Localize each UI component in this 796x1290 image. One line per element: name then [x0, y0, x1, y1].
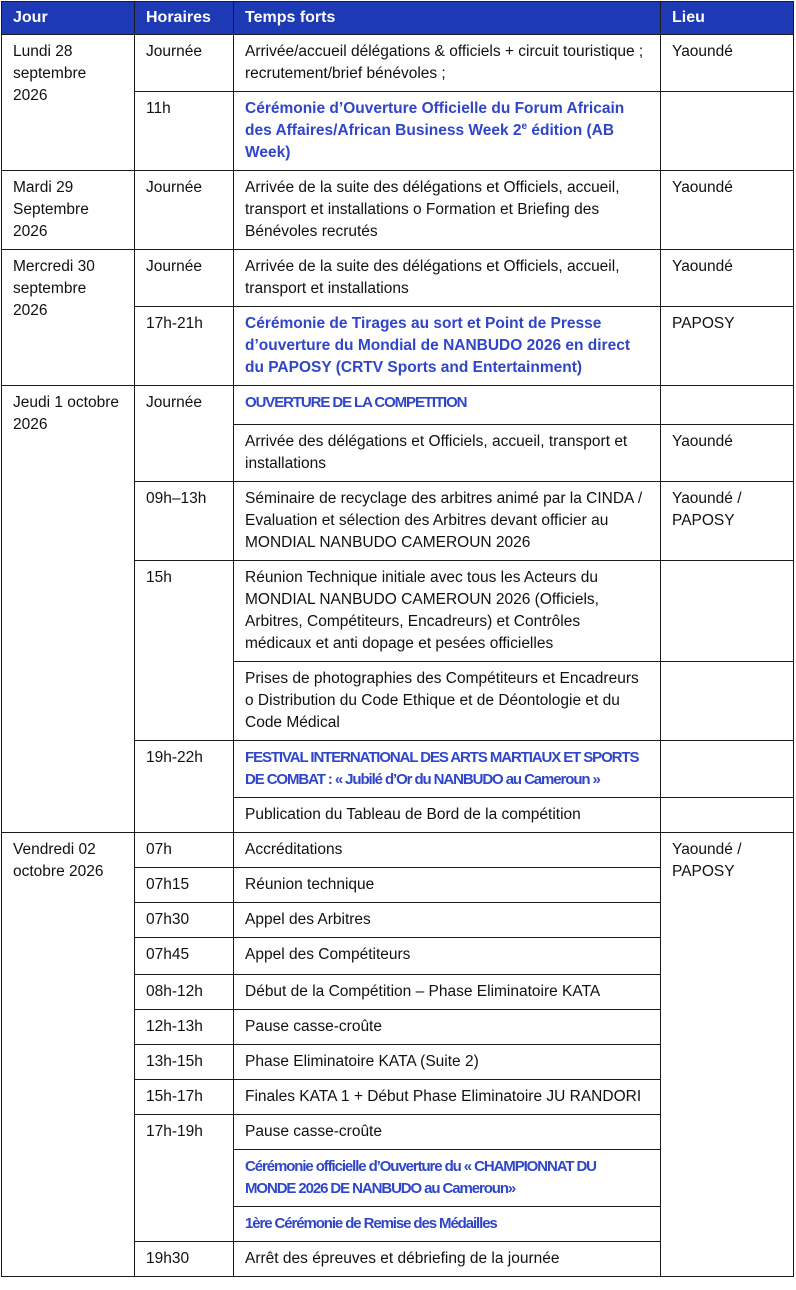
time-cell: 17h-21h [135, 307, 234, 386]
lieu-cell: Yaoundé [661, 35, 794, 92]
event-cell: Phase Eliminatoire KATA (Suite 2) [234, 1045, 661, 1080]
header-row [2, 2, 794, 35]
day-cell: Mercredi 30 septembre 2026 [2, 250, 135, 386]
table-row [2, 833, 794, 868]
event-cell: Pause casse-croûte [234, 1115, 661, 1150]
event-cell-highlight [234, 92, 661, 171]
table-row [2, 250, 794, 307]
event-cell: Finales KATA 1 + Début Phase Eliminatoire JU RANDORI [234, 1080, 661, 1115]
lieu-cell [661, 741, 794, 798]
time-cell: Journée [135, 171, 234, 250]
event-cell: Séminaire de recyclage des arbitres animé par la CINDA / Evaluation et sélection des Arbitres devant officier au MONDIAL NANBUDO CAMEROUN 2026 [234, 482, 661, 561]
event-cell: Arrivée des délégations et Officiels, accueil, transport et installations [234, 425, 661, 482]
time-cell: 12h-13h [135, 1010, 234, 1045]
event-cell: Appel des Compétiteurs [234, 938, 661, 975]
event-cell: Arrivée de la suite des délégations et Officiels, accueil, transport et installations o Formation et Briefing des Bénévoles recrutés [234, 171, 661, 250]
day-cell: Vendredi 02 octobre 2026 [2, 833, 135, 1277]
time-cell: 07h30 [135, 903, 234, 938]
header-horaires: Horaires [135, 2, 234, 35]
event-text: édition (AB Week) [245, 122, 615, 161]
time-cell: 17h-19h [135, 1115, 234, 1242]
lieu-cell [661, 561, 794, 662]
time-cell: Journée [135, 386, 234, 482]
time-cell: 08h-12h [135, 975, 234, 1010]
event-cell: Appel des Arbitres [234, 903, 661, 938]
event-cell: Arrivée/accueil délégations & officiels + circuit touristique ; recrutement/brief bénévoles ; [234, 35, 661, 92]
event-cell-highlight: OUVERTURE DE LA COMPETITION [234, 386, 661, 425]
time-cell: 15h-17h [135, 1080, 234, 1115]
day-cell: Lundi 28 septembre 2026 [2, 35, 135, 171]
day-cell: Mardi 29 Septembre 2026 [2, 171, 135, 250]
ordinal-superscript: e [521, 120, 528, 132]
event-cell: Publication du Tableau de Bord de la compétition [234, 798, 661, 833]
event-text: Cérémonie d’Ouverture Officielle du Forum Africain des Affaires/African Business Week 2 [245, 100, 625, 139]
schedule-table [1, 1, 794, 1277]
lieu-cell [661, 386, 794, 425]
time-cell: 07h15 [135, 868, 234, 903]
event-cell: Réunion technique [234, 868, 661, 903]
header-jour: Jour [2, 2, 135, 35]
lieu-cell: Yaoundé [661, 425, 794, 482]
table-row [2, 171, 794, 250]
time-cell: Journée [135, 250, 234, 307]
event-cell-highlight: Cérémonie de Tirages au sort et Point de Presse d’ouverture du Mondial de NANBUDO 2026 en direct du PAPOSY (CRTV Sports and Entertainment) [234, 307, 661, 386]
event-cell-highlight: 1ère Cérémonie de Remise des Médailles [234, 1207, 661, 1242]
event-cell-highlight: FESTIVAL INTERNATIONAL DES ARTS MARTIAUX ET SPORTS DE COMBAT : « Jubilé d’Or du NANBUDO au Cameroun » [234, 741, 661, 798]
time-cell: 19h30 [135, 1242, 234, 1277]
time-cell: 19h-22h [135, 741, 234, 833]
lieu-cell: Yaoundé / PAPOSY [661, 833, 794, 1277]
lieu-cell: Yaoundé / PAPOSY [661, 482, 794, 561]
table-row [2, 35, 794, 92]
lieu-cell [661, 92, 794, 171]
time-cell: 13h-15h [135, 1045, 234, 1080]
time-cell: 09h–13h [135, 482, 234, 561]
lieu-cell: PAPOSY [661, 307, 794, 386]
table-row [2, 386, 794, 425]
time-cell: 07h45 [135, 938, 234, 975]
lieu-cell: Yaoundé [661, 171, 794, 250]
event-cell: Arrêt des épreuves et débriefing de la journée [234, 1242, 661, 1277]
event-cell: Pause casse-croûte [234, 1010, 661, 1045]
time-cell: 07h [135, 833, 234, 868]
day-cell: Jeudi 1 octobre 2026 [2, 386, 135, 833]
time-cell: Journée [135, 35, 234, 92]
lieu-cell [661, 662, 794, 741]
header-lieu: Lieu [661, 2, 794, 35]
event-cell: Prises de photographies des Compétiteurs et Encadreurs o Distribution du Code Ethique et de Déontologie et du Code Médical [234, 662, 661, 741]
time-cell: 15h [135, 561, 234, 741]
header-temps-forts: Temps forts [234, 2, 661, 35]
lieu-cell: Yaoundé [661, 250, 794, 307]
event-cell: Accréditations [234, 833, 661, 868]
event-cell-highlight: Cérémonie officielle d’Ouverture du « CHAMPIONNAT DU MONDE 2026 DE NANBUDO au Cameroun» [234, 1150, 661, 1207]
event-cell: Début de la Compétition – Phase Eliminatoire KATA [234, 975, 661, 1010]
event-cell: Arrivée de la suite des délégations et Officiels, accueil, transport et installations [234, 250, 661, 307]
event-cell: Réunion Technique initiale avec tous les Acteurs du MONDIAL NANBUDO CAMEROUN 2026 (Officiels, Arbitres, Compétiteurs, Encadreurs) et Contrôles médicaux et anti dopage et pesées officielles [234, 561, 661, 662]
time-cell: 11h [135, 92, 234, 171]
lieu-cell [661, 798, 794, 833]
